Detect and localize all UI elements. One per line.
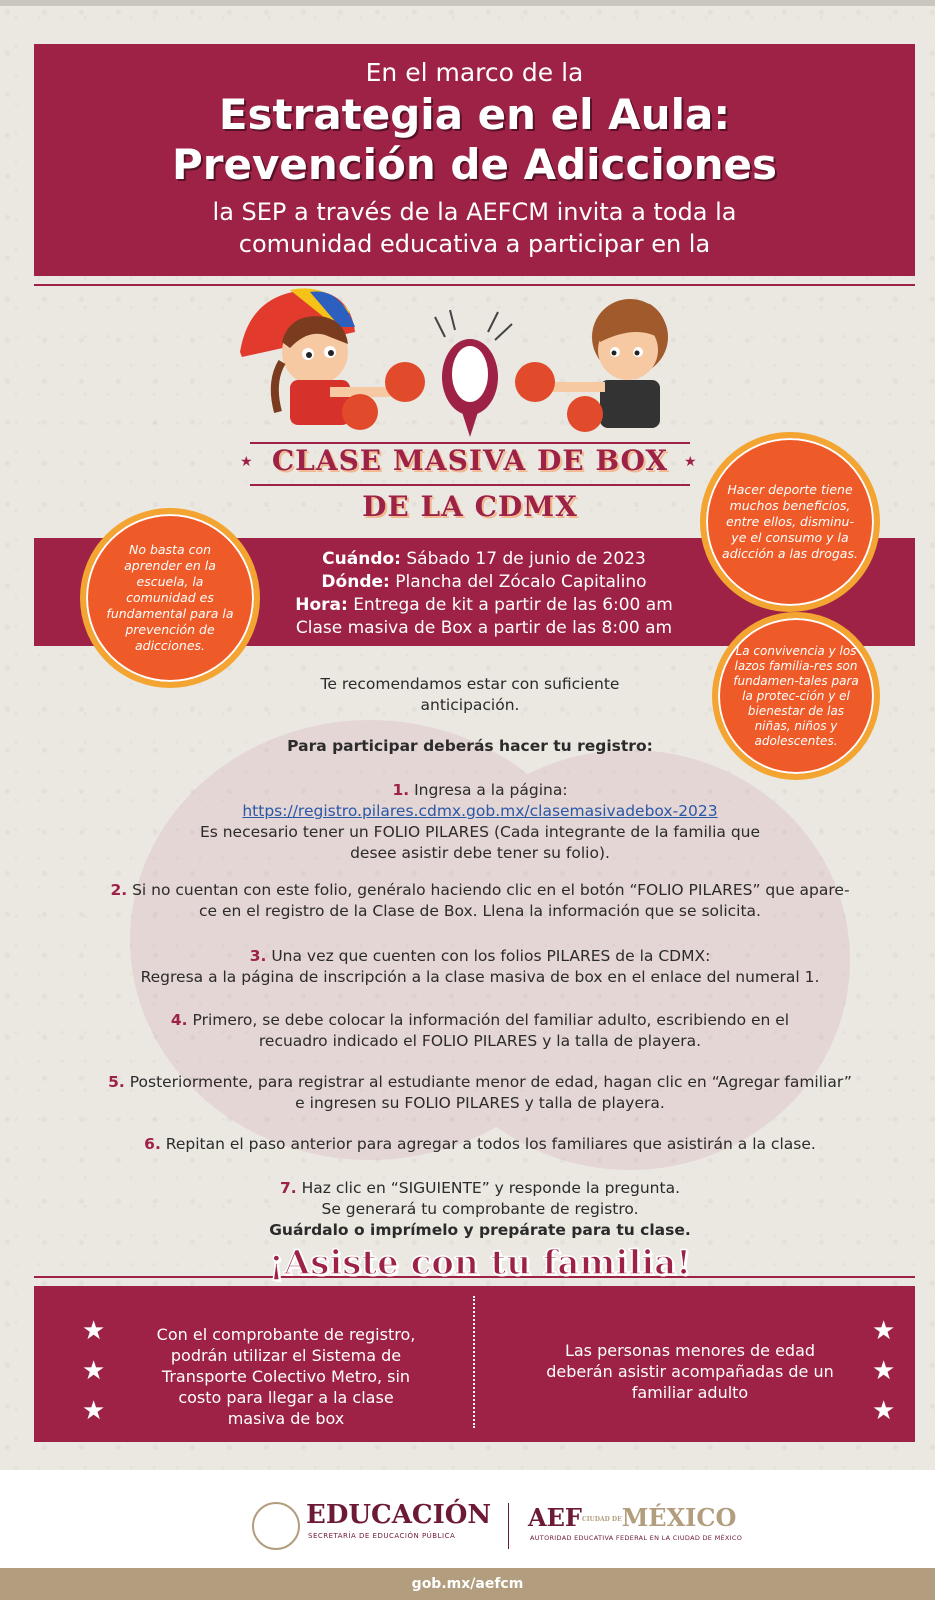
step-7 <box>60 1178 900 1241</box>
circle-callout-right-bottom: La convivencia y los lazos familia-res son fundamen-tales para la protec-ción y el bienestar de las niñas, niños y adolescentes. <box>712 612 880 780</box>
where-label: Dónde: <box>321 572 390 592</box>
step3-line2: Regresa a la página de inscripción a la clase masiva de box en el enlace del numeral 1. <box>140 968 820 986</box>
star-icon: ★ <box>82 1356 106 1386</box>
header-title-line2: Prevención de Adicciones <box>172 140 777 189</box>
circle-callout-left: No basta con aprender en la escuela, la comunidad es fundamental para la prevención de adicciones. <box>80 508 260 688</box>
recommend-line1: Te recomendamos estar con suficiente <box>320 675 620 693</box>
step-number: 2. <box>110 881 128 899</box>
where-value: Plancha del Zócalo Capitalino <box>395 572 647 592</box>
header-pretitle: En el marco de la <box>365 58 584 87</box>
aef-logo <box>528 1503 736 1532</box>
step-1 <box>60 780 900 864</box>
top-border <box>0 0 935 6</box>
column-divider <box>473 1296 475 1428</box>
star-icon: ★ <box>240 454 253 470</box>
step2-line2: ce en el registro de la Clase de Box. Llena la información que se solicita. <box>199 902 761 920</box>
footer-url[interactable]: gob.mx/aefcm <box>0 1568 935 1600</box>
boy-boxer-figure <box>515 299 668 432</box>
punching-ball <box>435 310 512 437</box>
step1-line4: desee asistir debe tener su folio). <box>350 844 610 862</box>
step-number: 1. <box>392 781 410 799</box>
step-number: 7. <box>279 1179 297 1197</box>
star-icon: ★ <box>82 1316 106 1346</box>
registration-link[interactable]: https://registro.pilares.cdmx.gob.mx/clasemasivadebox-2023 <box>242 802 718 820</box>
educacion-subtitle: SECRETARÍA DE EDUCACIÓN PÚBLICA <box>308 1532 456 1540</box>
star-icon: ★ <box>872 1356 896 1386</box>
star-icon: ★ <box>82 1396 106 1426</box>
header-title <box>34 90 915 190</box>
aef-tiny: CIUDAD DE <box>581 1516 622 1523</box>
step1-line3: Es necesario tener un FOLIO PILARES (Cada integrante de la familia que <box>199 823 761 841</box>
step2-line1: Si no cuentan con este folio, genéralo haciendo clic en el botón “FOLIO PILARES” que apare- <box>132 881 850 899</box>
step7-line2: Se generará tu comprobante de registro. <box>321 1200 639 1218</box>
step4-line1: Primero, se debe colocar la información del familiar adulto, escribiendo en el <box>192 1011 790 1029</box>
girl-boxer-figure <box>240 288 425 430</box>
step-2 <box>50 880 910 922</box>
event-info <box>254 548 714 640</box>
when-value: Sábado 17 de junio de 2023 <box>406 549 646 569</box>
step-number: 3. <box>249 947 267 965</box>
aef-letters: AEF <box>528 1503 582 1532</box>
when-label: Cuándo: <box>322 549 401 569</box>
boxing-kids-illustration <box>230 282 710 442</box>
header-subtitle <box>34 196 915 260</box>
event-title-rule-mid <box>250 484 690 486</box>
step7-line1: Haz clic en “SIGUIENTE” y responde la pregunta. <box>301 1179 680 1197</box>
event-where <box>254 571 714 594</box>
step5-line1: Posteriormente, para registrar al estudiante menor de edad, hagan clic en “Agregar familiar” <box>129 1073 852 1091</box>
family-title: ¡Asiste con tu familia! <box>268 1243 692 1283</box>
time-label: Hora: <box>295 595 348 615</box>
step-5 <box>50 1072 910 1114</box>
step-number: 5. <box>108 1073 125 1091</box>
step-number: 4. <box>170 1011 188 1029</box>
recommend-line2: anticipación. <box>420 696 520 714</box>
header-title-line1: Estrategia en el Aula: <box>218 90 731 139</box>
star-icon: ★ <box>684 454 697 470</box>
step5-line2: e ingresen su FOLIO PILARES y talla de playera. <box>295 1094 665 1112</box>
step6-text: Repitan el paso anterior para agregar a todos los familiares que asistirán a la clase. <box>165 1135 816 1153</box>
sep-seal-logo <box>252 1502 300 1550</box>
minors-notice-text: Las personas menores de edad deberán asistir acompañadas de un familiar adulto <box>546 1341 834 1402</box>
metro-benefit-text: Con el comprobante de registro, podrán utilizar el Sistema de Transporte Colectivo Metro, sin costo para llegar a la clase masiva de box <box>156 1325 416 1428</box>
header-band <box>34 44 915 276</box>
recommendation-text <box>160 674 780 716</box>
time-value: Entrega de kit a partir de las 6:00 am <box>353 595 673 615</box>
step1-text: Ingresa a la página: <box>414 781 568 799</box>
step-number: 6. <box>144 1135 161 1153</box>
event-time <box>254 594 714 617</box>
logo-separator <box>508 1503 509 1549</box>
step-6 <box>60 1134 900 1155</box>
header-subtitle-line1: la SEP a través de la AEFCM invita a toda la <box>212 198 737 226</box>
aef-subtitle: AUTORIDAD EDUCATIVA FEDERAL EN LA CIUDAD DE MÉXICO <box>530 1534 743 1542</box>
step-4 <box>60 1010 900 1052</box>
event-time-class: Clase masiva de Box a partir de las 8:00 am <box>295 618 673 638</box>
event-when <box>254 548 714 571</box>
star-icon: ★ <box>872 1316 896 1346</box>
register-heading: Para participar deberás hacer tu registro: <box>287 737 653 755</box>
step7-line3: Guárdalo o imprímelo y prepárate para tu clase. <box>269 1221 691 1239</box>
event-title-line2: DE LA CDMX <box>362 490 578 523</box>
step4-line2: recuadro indicado el FOLIO PILARES y la talla de playera. <box>258 1032 702 1050</box>
step3-line1: Una vez que cuenten con los folios PILARES de la CDMX: <box>271 947 711 965</box>
educacion-logo: EDUCACIÓN <box>306 1500 492 1530</box>
header-subtitle-line2: comunidad educativa a participar en la <box>238 230 711 258</box>
aef-mexico: MÉXICO <box>621 1503 737 1532</box>
event-title-line1: CLASE MASIVA DE BOX <box>271 444 669 477</box>
step-3 <box>60 946 900 988</box>
circle-callout-right-top: Hacer deporte tiene muchos beneficios, entre ellos, disminu-ye el consumo y la adicción a las drogas. <box>700 432 880 612</box>
star-icon: ★ <box>872 1396 896 1426</box>
